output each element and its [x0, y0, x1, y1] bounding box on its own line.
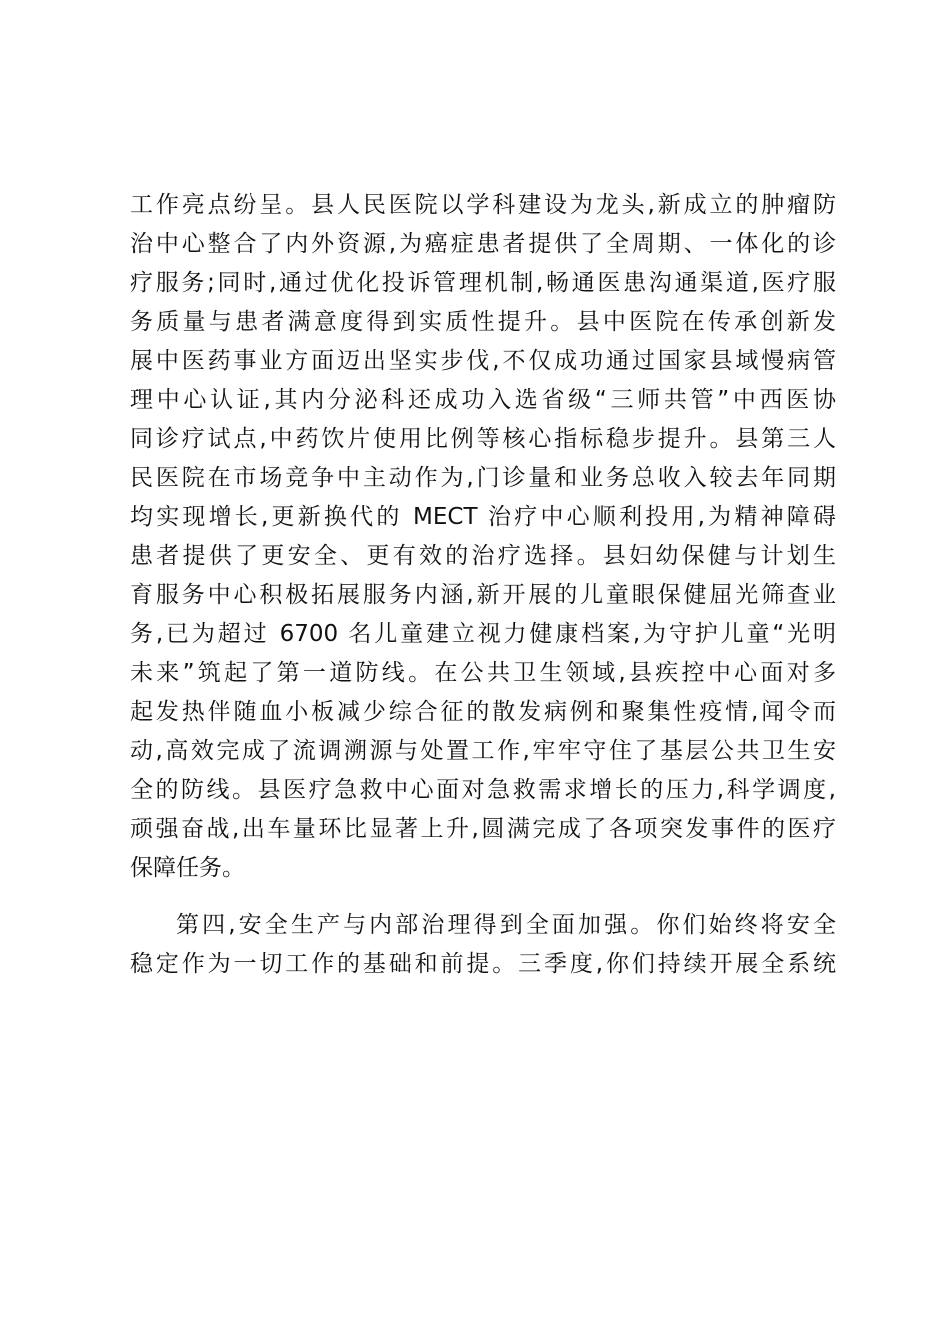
paragraph	[130, 906, 836, 984]
document-body	[130, 186, 836, 984]
text-line: 顽强奋战,出车量环比显著上升,圆满完成了各项突发事件的医疗	[130, 816, 836, 842]
text-line: 保障任务。	[130, 855, 245, 881]
text-line: 未来”筑起了第一道防线。在公共卫生领域,县疾控中心面对多	[130, 660, 836, 686]
text-line: 展中医药事业方面迈出坚实步伐,不仅成功通过国家县域慢病管	[130, 348, 836, 374]
text-line: 均实现增长,更新换代的 MECT 治疗中心顺利投用,为精神障碍	[130, 504, 836, 530]
text-line: 育服务中心积极拓展服务内涵,新开展的儿童眼保健屈光筛查业	[130, 582, 836, 608]
text-line: 起发热伴随血小板减少综合征的散发病例和聚集性疫情,闻令而	[130, 699, 836, 725]
text-line: 工作亮点纷呈。县人民医院以学科建设为龙头,新成立的肿瘤防	[130, 192, 836, 218]
text-line: 务,已为超过 6700 名儿童建立视力健康档案,为守护儿童“光明	[130, 621, 836, 647]
text-line: 民医院在市场竞争中主动作为,门诊量和业务总收入较去年同期	[130, 465, 836, 491]
paragraph-spacer	[130, 888, 836, 906]
text-line: 动,高效完成了流调溯源与处置工作,牢牢守住了基层公共卫生安	[130, 738, 836, 764]
text-line: 治中心整合了内外资源,为癌症患者提供了全周期、一体化的诊	[130, 231, 836, 257]
text-line: 疗服务;同时,通过优化投诉管理机制,畅通医患沟通渠道,医疗服	[130, 270, 836, 296]
text-line: 患者提供了更安全、更有效的治疗选择。县妇幼保健与计划生	[130, 543, 836, 569]
paragraph	[130, 186, 836, 888]
text-line: 稳定作为一切工作的基础和前提。三季度,你们持续开展全系统	[130, 951, 836, 977]
text-line: 第四,安全生产与内部治理得到全面加强。你们始终将安全	[176, 912, 836, 938]
text-line: 同诊疗试点,中药饮片使用比例等核心指标稳步提升。县第三人	[130, 426, 836, 452]
text-line: 全的防线。县医疗急救中心面对急救需求增长的压力,科学调度,	[130, 777, 836, 803]
text-line: 务质量与患者满意度得到实质性提升。县中医院在传承创新发	[130, 309, 836, 335]
text-line: 理中心认证,其内分泌科还成功入选省级“三师共管”中西医协	[130, 387, 836, 413]
